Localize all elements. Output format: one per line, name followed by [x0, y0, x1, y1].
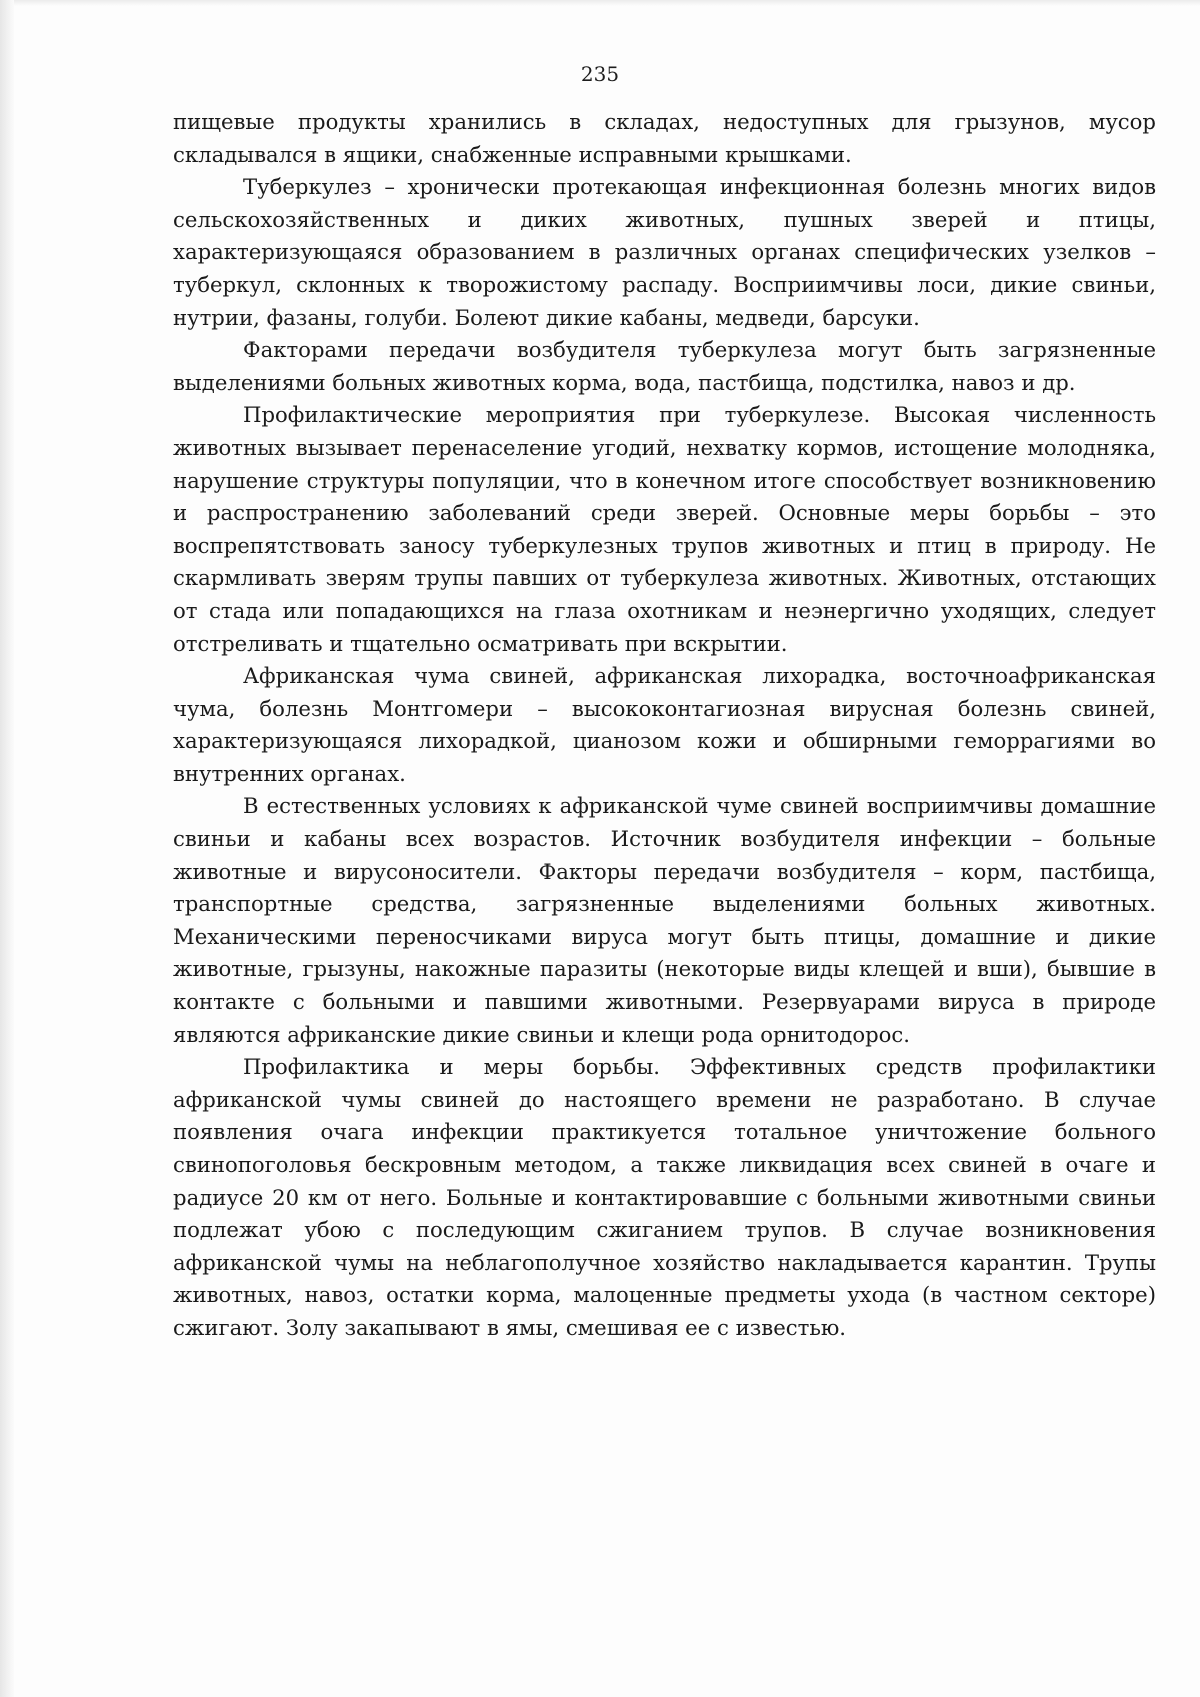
- paragraph-asf-prevention: Профилактика и меры борьбы. Эффективных средств профилактики африканской чумы свиней до настоящего времени не разработано. В случае появления очага инфекции практикуется тотальное уничтожение больного свинопоголовья бескровным методом, а также ликвидация всех свиней в очаге и радиусе 20 км от него. Больные и контактировавшие с больными животными свиньи подлежат убою с последующим сжиганием трупов. В случае возникновения африканской чумы на неблагополучное хозяйство накладывается карантин. Трупы животных, навоз, остатки корма, малоценные предметы ухода (в частном секторе) сжигают. Золу закапывают в ямы, смешивая ее с известью.: [173, 1054, 1156, 1340]
- scan-edge-left: [0, 0, 14, 1697]
- paragraph-asf-susceptibility: В естественных условиях к африканской чуме свиней восприимчивы домашние свиньи и кабаны всех возрастов. Источник возбудителя инфекции – больные животные и вирусоносители. Факторы передачи возбудителя – корм, пастбища, транспортные средства, загрязненные выделениями больных животных. Механическими переносчиками вируса могут быть птицы, домашние и дикие животные, грызуны, накожные паразиты (некоторые виды клещей и вши), бывшие в контакте с больными и павшими животными. Резервуарами вируса в природе являются африканские дикие свиньи и клещи рода орнитодорос.: [173, 793, 1156, 1047]
- paragraph-tuberculosis-transmission: Факторами передачи возбудителя туберкулеза могут быть загрязненные выделениями больных животных корма, вода, пастбища, подстилка, навоз и др.: [173, 337, 1156, 395]
- paragraph-continuation: пищевые продукты хранились в складах, недоступных для грызунов, мусор складывался в ящики, снабженные исправными крышками.: [173, 109, 1156, 167]
- paragraph-asf-definition: Африканская чума свиней, африканская лихорадка, восточноафриканская чума, болезнь Монтгомери – высококонтагиозная вирусная болезнь свиней, характеризующаяся лихорадкой, цианозом кожи и обширными геморрагиями во внутренних органах.: [173, 663, 1156, 786]
- page-number: 235: [580, 62, 620, 86]
- paragraph-tuberculosis-definition: Туберкулез – хронически протекающая инфекционная болезнь многих видов сельскохозяйственных и диких животных, пушных зверей и птицы, характеризующаяся образованием в различных органах специфических узелков – туберкул, склонных к творожистому распаду. Восприимчивы лоси, дикие свиньи, нутрии, фазаны, голуби. Болеют дикие кабаны, медведи, барсуки.: [173, 174, 1156, 330]
- paragraph-tuberculosis-prevention: Профилактические мероприятия при туберкулезе. Высокая численность животных вызывает перенаселение угодий, нехватку кормов, истощение молодняка, нарушение структуры популяции, что в конечном итоге способствует возникновению и распространению заболеваний среди зверей. Основные меры борьбы – это воспрепятствовать заносу туберкулезных трупов животных и птиц в природу. Не скармливать зверям трупы павших от туберкулеза животных. Животных, отстающих от стада или попадающихся на глаза охотникам и неэнергично уходящих, следует отстреливать и тщательно осматривать при вскрытии.: [173, 402, 1156, 656]
- text-body: [173, 106, 1156, 1345]
- scan-edge-top: [0, 0, 1200, 6]
